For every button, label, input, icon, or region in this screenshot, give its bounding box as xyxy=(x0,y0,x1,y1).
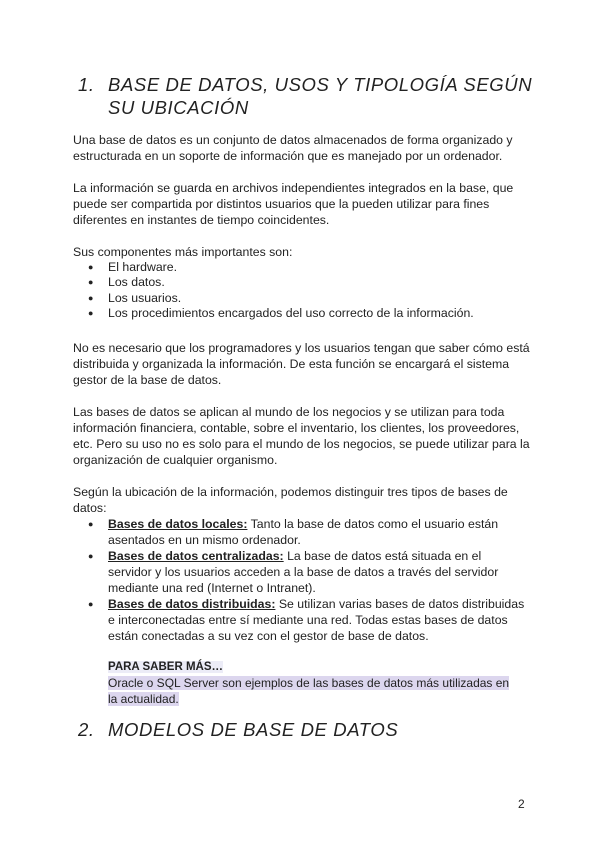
callout-box xyxy=(108,658,518,707)
paragraph-definition: Una base de datos es un conjunto de datos almacenados de forma organizado y estructurada en un soporte de información que es manejado por un ordenador. xyxy=(73,133,513,163)
components-list xyxy=(88,260,528,322)
database-types-list xyxy=(88,516,528,644)
type-description: Tanto la base de datos como el usuario están asentados en un mismo ordenador. xyxy=(108,517,499,547)
paragraph-applications: Las bases de datos se aplican al mundo de los negocios y se utilizan para toda información financiera, contable, sobre el inventario, los clientes, los proveedores, etc. Pero su uso no es solo para el mundo de los negocios, se puede utilizar para la organización de cualquier organismo. xyxy=(73,405,530,467)
list-item xyxy=(88,596,528,644)
list-item: ● Los usuarios. xyxy=(88,291,528,306)
type-term: Bases de datos locales: xyxy=(108,517,248,531)
list-item xyxy=(88,548,528,596)
section-1-title: BASE DE DATOS, USOS Y TIPOLOGÍA SEGÚN SU UBICACIÓN xyxy=(108,74,533,118)
paragraph-components-intro: Sus componentes más importantes son: xyxy=(73,245,293,259)
type-term: Bases de datos centralizadas: xyxy=(108,549,284,563)
section-2-title: MODELOS DE BASE DE DATOS xyxy=(108,719,399,740)
paragraph-types-intro: Según la ubicación de la información, podemos distinguir tres tipos de bases de datos: xyxy=(73,485,508,515)
paragraph-storage: La información se guarda en archivos independientes integrados en la base, que puede ser compartida por distintos usuarios que la pueden utilizar para fines diferentes en instantes de tiempo coincidentes. xyxy=(73,181,514,227)
paragraph-dbms: No es necesario que los programadores y los usuarios tengan que saber cómo está distribuida y organizada la información. De esta función se encargará el sistema gestor de la base de datos. xyxy=(73,341,530,387)
list-item: ● Los procedimientos encargados del uso correcto de la información. xyxy=(88,306,528,321)
type-description: La base de datos está situada en el servidor y los usuarios acceden a la base de datos a través del servidor mediante una red (Internet o Intranet). xyxy=(108,549,499,595)
section-2-number: 2. xyxy=(78,719,95,740)
callout-body: Oracle o SQL Server son ejemplos de las bases de datos más utilizadas en la actualidad. xyxy=(108,676,510,706)
list-item xyxy=(88,516,528,548)
callout-title: PARA SABER MÁS… xyxy=(108,661,224,673)
page-number: 2 xyxy=(518,797,525,811)
section-1-number: 1. xyxy=(78,74,95,95)
section-2-heading xyxy=(78,718,548,741)
type-term: Bases de datos distribuidas: xyxy=(108,597,276,611)
type-description: Se utilizan varias bases de datos distribuidas e interconectadas entre sí mediante una red. Todas estas bases de datos están conectadas a su vez con el gestor de base de datos. xyxy=(108,597,525,643)
list-item: ● El hardware. xyxy=(88,260,528,275)
list-item: ● Los datos. xyxy=(88,275,528,290)
section-1-heading xyxy=(78,73,548,119)
